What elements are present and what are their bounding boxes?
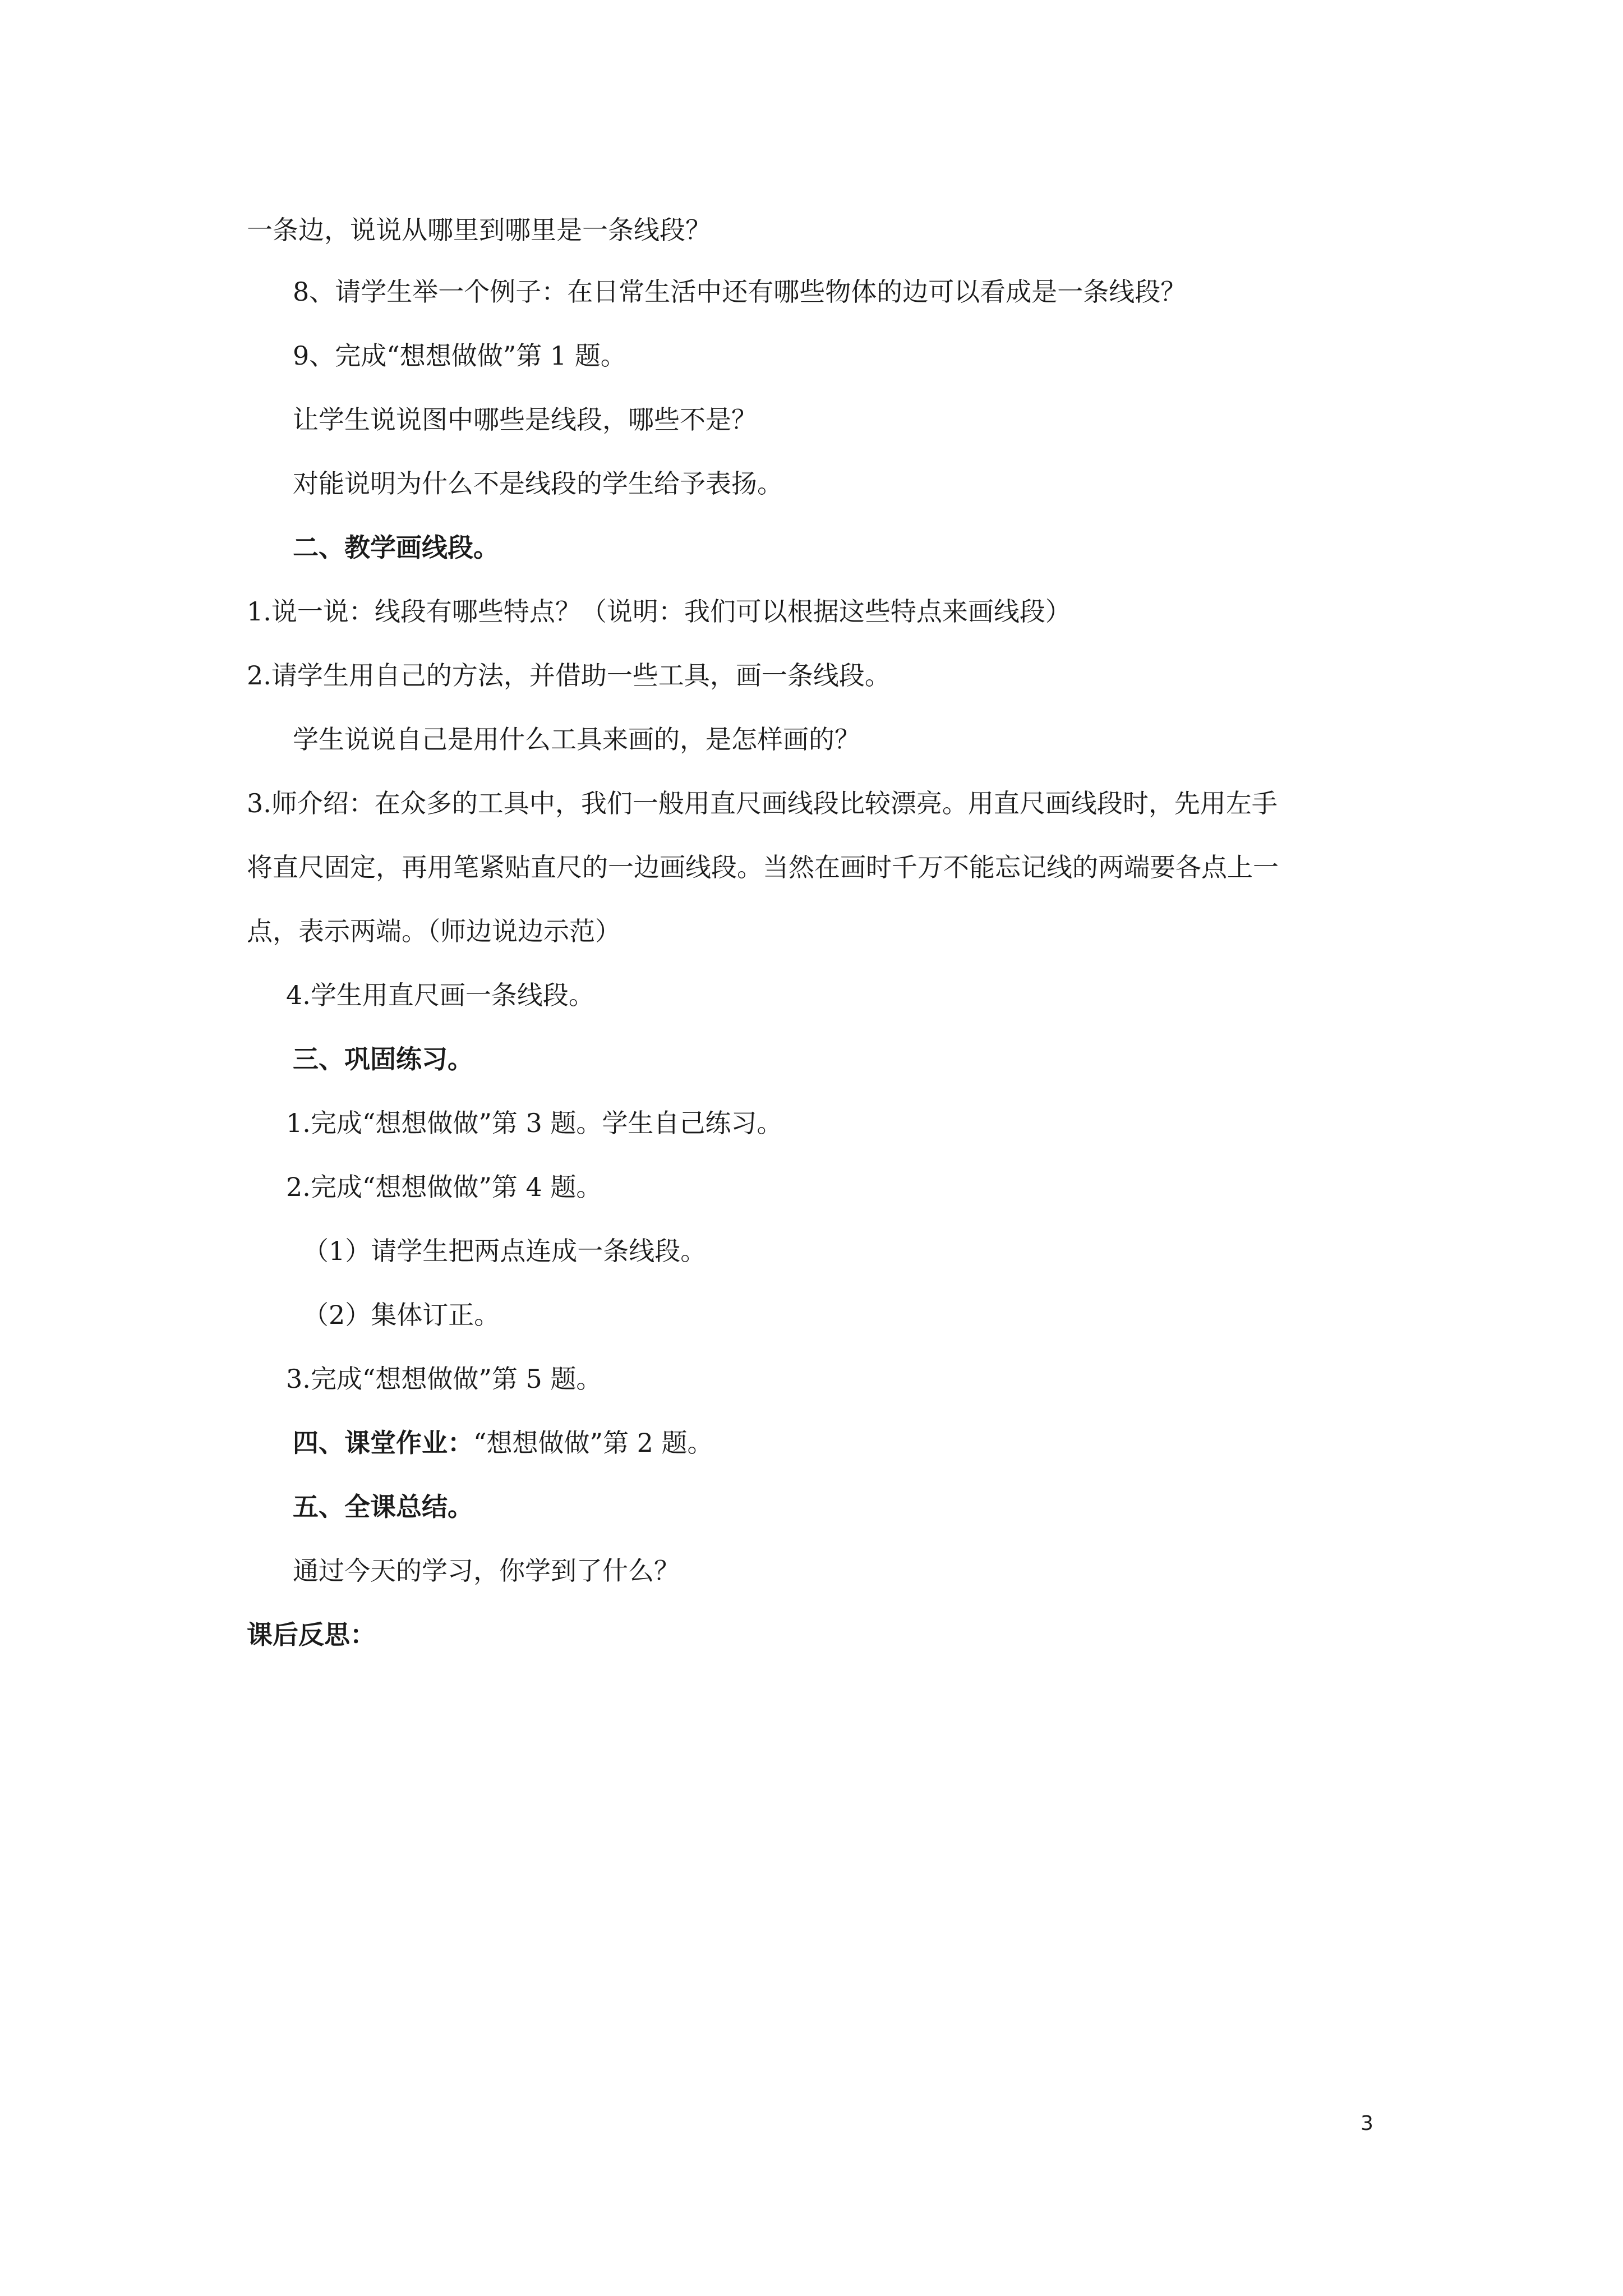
section-heading-content: “想想做做”第 2 题。 bbox=[473, 1428, 713, 1458]
text-line: 2.完成“想想做做”第 4 题。 bbox=[286, 1172, 602, 1202]
text-line: 通过今天的学习，你学到了什么？ bbox=[293, 1556, 680, 1586]
text-line: 3.师介绍：在众多的工具中，我们一般用直尺画线段比较漂亮。用直尺画线段时，先用左手 bbox=[247, 788, 1278, 818]
text-line: 9、完成“想想做做”第 1 题。 bbox=[293, 341, 626, 371]
text-line: （2）集体订正。 bbox=[303, 1300, 500, 1330]
text-line: 8、请学生举一个例子：在日常生活中还有哪些物体的边可以看成是一条线段？ bbox=[293, 277, 1187, 307]
text-line: 2.请学生用自己的方法，并借助一些工具，画一条线段。 bbox=[247, 660, 891, 691]
section-heading bbox=[293, 1426, 713, 1460]
section-heading-label: 四、课堂作业： bbox=[293, 1428, 473, 1458]
section-heading: 二、教学画线段。 bbox=[293, 532, 499, 563]
page-number: 3 bbox=[1361, 2112, 1373, 2135]
reflection-heading: 课后反思： bbox=[247, 1619, 376, 1650]
text-line: 3.完成“想想做做”第 5 题。 bbox=[286, 1364, 602, 1394]
text-line: 让学生说说图中哪些是线段，哪些不是？ bbox=[293, 404, 757, 435]
text-line: 4.学生用直尺画一条线段。 bbox=[286, 980, 594, 1010]
text-line: （1）请学生把两点连成一条线段。 bbox=[303, 1236, 707, 1266]
text-line: 学生说说自己是用什么工具来画的，是怎样画的？ bbox=[293, 724, 860, 754]
text-line: 点，表示两端。（师边说边示范） bbox=[247, 916, 621, 946]
text-line: 1.说一说：线段有哪些特点？（说明：我们可以根据这些特点来画线段） bbox=[247, 596, 1071, 627]
text-line: 1.完成“想想做做”第 3 题。学生自己练习。 bbox=[286, 1108, 783, 1138]
text-line: 一条边，说说从哪里到哪里是一条线段？ bbox=[247, 215, 711, 245]
section-heading: 三、巩固练习。 bbox=[293, 1044, 473, 1074]
text-line: 对能说明为什么不是线段的学生给予表扬。 bbox=[293, 468, 783, 499]
text-line: 将直尺固定，再用笔紧贴直尺的一边画线段。当然在画时千万不能忘记线的两端要各点上一 bbox=[247, 852, 1279, 882]
section-heading: 五、全课总结。 bbox=[293, 1492, 473, 1522]
